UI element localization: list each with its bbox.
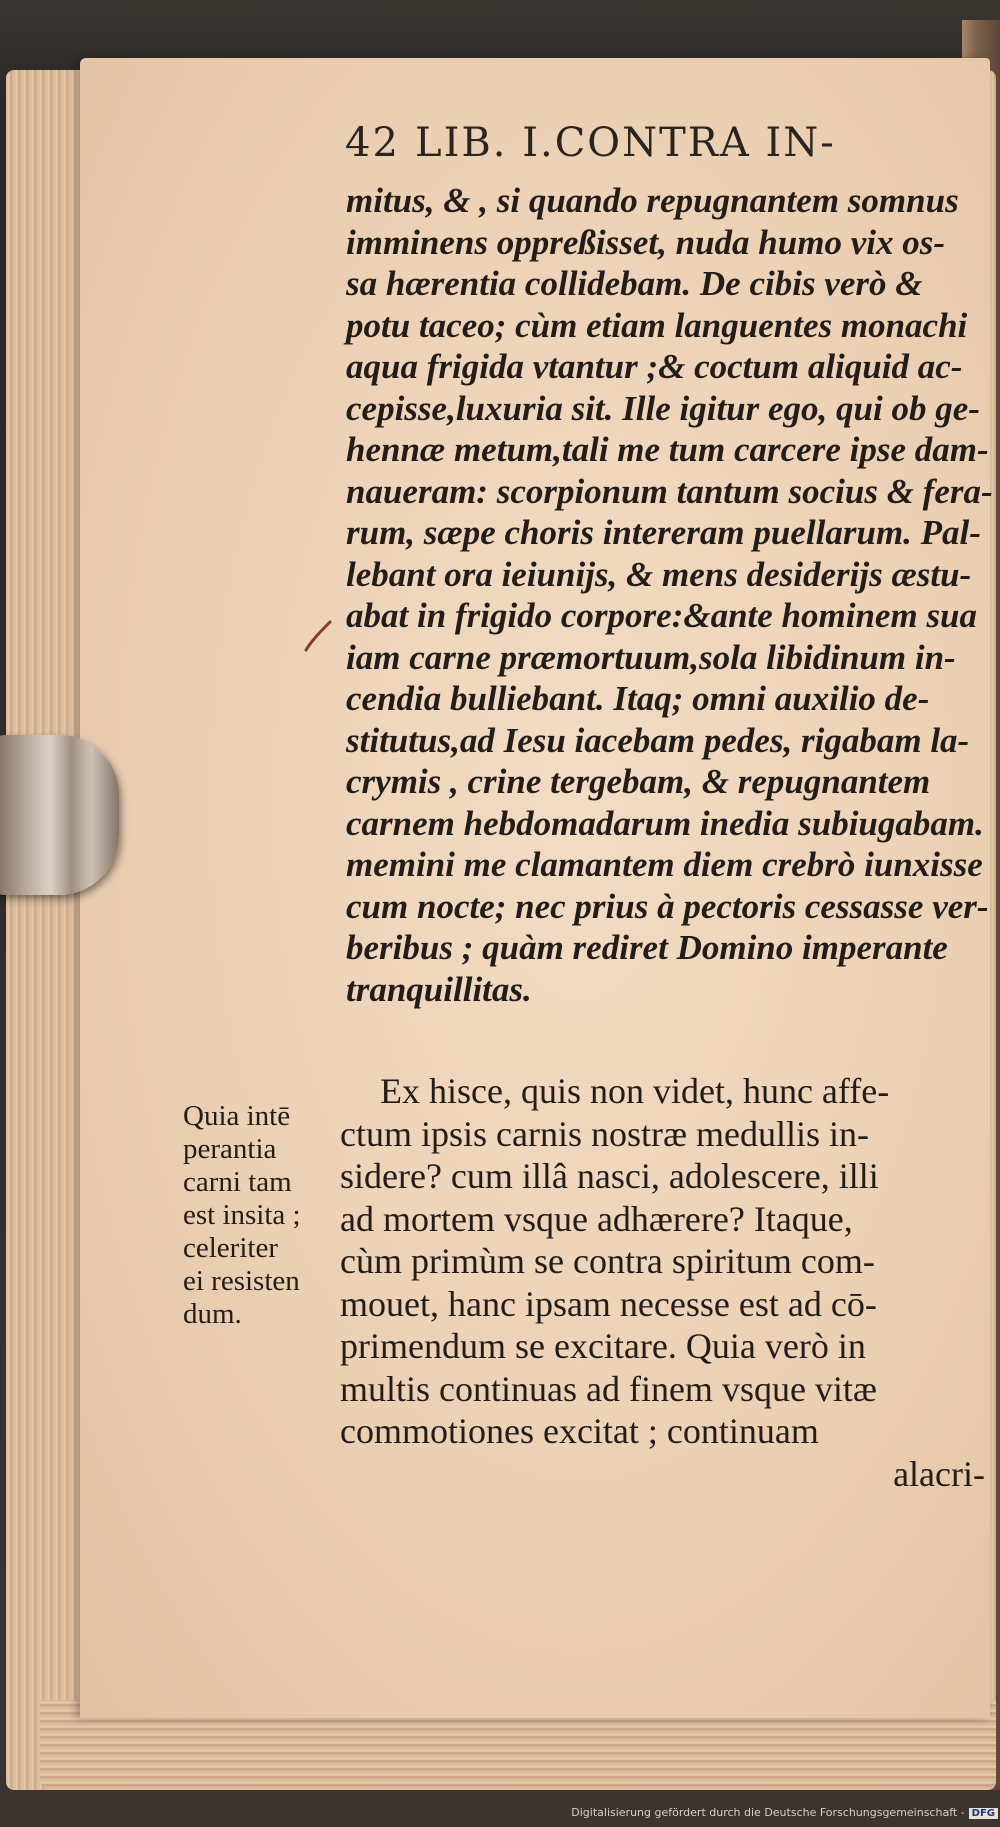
- text-line: abat in frigido corpore:&ante hominem sua: [346, 596, 978, 635]
- running-title: LIB. I.CONTRA IN-: [415, 120, 836, 166]
- text-line: imminens oppreßisset, nuda humo vix os-: [346, 222, 945, 262]
- text-line: stitutus,ad Iesu iacebam pedes, rigabam la-: [346, 720, 970, 760]
- text-line: cùm primùm se contra spiritum com-: [340, 1241, 875, 1281]
- marginal-line: celeriter: [183, 1232, 278, 1264]
- text-line: memini me clamantem diem crebrò iunxisse: [346, 845, 983, 884]
- marginal-line: Quia intē: [183, 1100, 291, 1132]
- text-line: hennæ metum,tali me tum carcere ipse dam-: [346, 430, 989, 469]
- text-line: aqua frigida vtantur ;& coctum aliquid ac-: [346, 347, 963, 386]
- text-line: ctum ipsis carnis nostræ medullis in-: [340, 1113, 869, 1154]
- catchword: alacri-: [893, 1453, 985, 1494]
- pen-annotation-mark: [300, 618, 340, 654]
- marginal-note: [183, 1100, 343, 1331]
- text-line: naueram: scorpionum tantum socius & fera-: [346, 471, 993, 511]
- text-line: tranquillitas.: [346, 969, 532, 1009]
- text-line: crymis , crine tergebam, & repugnantem: [346, 762, 931, 801]
- text-line: carnem hebdomadarum inedia subiugabam.: [346, 803, 984, 843]
- text-line: rum, sæpe choris intereram puellarum. Pal-: [346, 513, 981, 552]
- text-line: mouet, hanc ipsam necesse est ad cō-: [340, 1283, 877, 1324]
- text-line: sidere? cum illâ nasci, adolescere, illi: [340, 1156, 879, 1196]
- text-line: cendia bulliebant. Itaq; omni auxilio de-: [346, 679, 930, 718]
- digitization-credit: [560, 1806, 998, 1824]
- text-line: multis continuas ad finem vsque vitæ: [340, 1368, 877, 1409]
- marginal-line: perantia: [183, 1133, 277, 1165]
- dfg-logo: DFG: [969, 1808, 998, 1819]
- text-line: primendum se excitare. Quia verò in: [340, 1326, 866, 1366]
- text-line: sa hærentia collidebam. De cibis verò &: [346, 264, 923, 303]
- marginal-line: est insita ;: [183, 1199, 301, 1231]
- marginal-line: ei resisten: [183, 1265, 300, 1297]
- marginal-line: dum.: [183, 1298, 242, 1330]
- text-line: Ex hisce, quis non videt, hunc affe-: [380, 1071, 890, 1111]
- text-line: iam carne præmortuum,sola libidinum in-: [346, 637, 956, 677]
- body-paragraph: [340, 1070, 985, 1495]
- text-line: commotiones excitat ; continuam: [340, 1411, 819, 1451]
- text-line: ad mortem vsque adhærere? Itaque,: [340, 1198, 853, 1239]
- text-line: mitus, & , si quando repugnantem somnus: [346, 181, 959, 220]
- page-holder-clip: [0, 735, 119, 895]
- text-line: cum nocte; nec prius à pectoris cessasse ver-: [346, 886, 989, 926]
- italic-quotation-block: [346, 180, 993, 1010]
- text-line: beribus ; quàm rediret Domino imperante: [346, 928, 948, 967]
- text-line: potu taceo; cùm etiam languentes monachi: [346, 305, 968, 345]
- marginal-line: carni tam: [183, 1166, 292, 1198]
- credit-text: Digitalisierung gefördert durch die Deutsche Forschungsgemeinschaft -: [571, 1806, 965, 1819]
- text-line: cepisse,luxuria sit. Ille igitur ego, qui ob ge-: [346, 388, 980, 428]
- page-number: 42: [345, 120, 400, 166]
- text-line: lebant ora ieiunijs, & mens desiderijs æstu-: [346, 554, 972, 594]
- running-header: [345, 120, 985, 176]
